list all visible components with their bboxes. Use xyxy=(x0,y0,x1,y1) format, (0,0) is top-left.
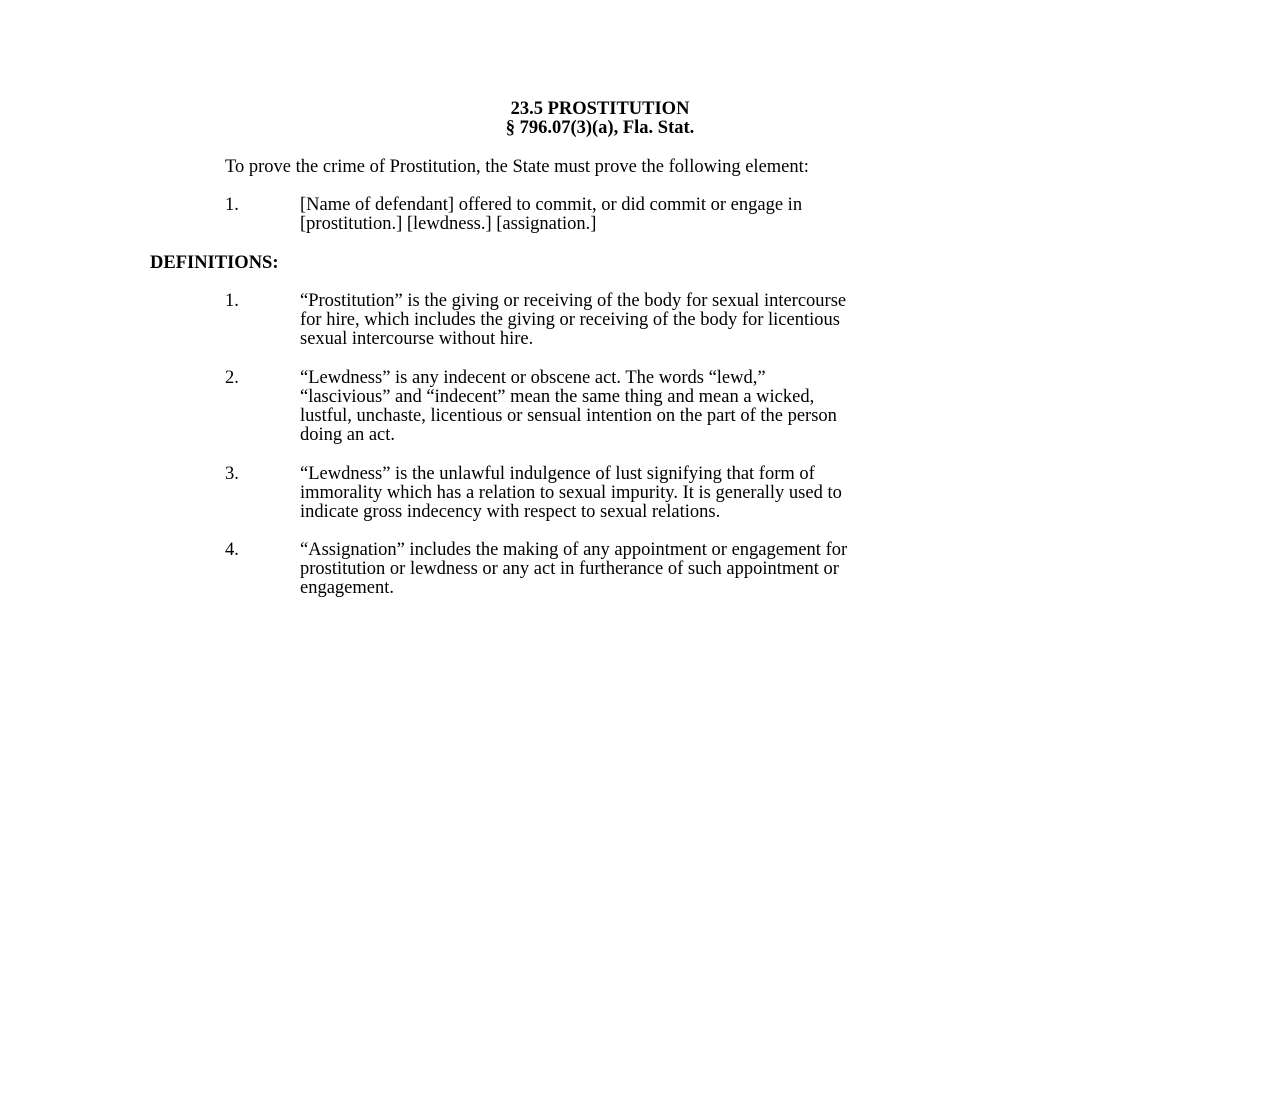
statute-reference: § 796.07(3)(a), Fla. Stat. xyxy=(505,118,695,138)
definitions-heading: DEFINITIONS: xyxy=(150,253,279,273)
definition-line: engagement. xyxy=(300,578,394,598)
definition-line: for hire, which includes the giving or receiving of the body for licentious xyxy=(300,310,840,330)
definition-line: “Prostitution” is the giving or receiving of the body for sexual intercourse xyxy=(300,291,847,311)
definition-line: doing an act. xyxy=(300,425,396,445)
definition-line: “Lewdness” is any indecent or obscene act. The words “lewd,” xyxy=(300,368,766,388)
definition-line: “Assignation” includes the making of any appointment or engagement for xyxy=(300,540,848,560)
definition-line: immorality which has a relation to sexual impurity. It is generally used to xyxy=(300,483,842,503)
document-title: 23.5 PROSTITUTION xyxy=(510,99,690,119)
definition-line: “Lewdness” is the unlawful indulgence of lust signifying that form of xyxy=(300,464,815,484)
definition-line: prostitution or lewdness or any act in furtherance of such appointment or xyxy=(300,559,839,579)
title-block xyxy=(400,100,800,138)
definition-text xyxy=(300,465,1060,522)
definition-number: 1. xyxy=(225,291,239,311)
element-line: [Name of defendant] offered to commit, or did commit or engage in xyxy=(300,195,803,215)
element-text xyxy=(300,196,1060,234)
element-line: [prostitution.] [lewdness.] [assignation.] xyxy=(300,214,597,234)
definition-line: “lascivious” and “indecent” mean the same thing and mean a wicked, xyxy=(300,387,815,407)
definition-line: sexual intercourse without hire. xyxy=(300,329,534,349)
definition-number: 3. xyxy=(225,464,239,484)
definition-text xyxy=(300,541,1060,598)
definition-text xyxy=(300,292,1060,349)
definition-line: lustful, unchaste, licentious or sensual intention on the part of the person xyxy=(300,406,837,426)
element-number: 1. xyxy=(225,195,239,215)
definition-line: indicate gross indecency with respect to sexual relations. xyxy=(300,502,721,522)
intro-paragraph: To prove the crime of Prostitution, the State must prove the following element: xyxy=(225,157,809,177)
definition-text xyxy=(300,369,1060,445)
definition-number: 2. xyxy=(225,368,239,388)
definition-number: 4. xyxy=(225,540,239,560)
